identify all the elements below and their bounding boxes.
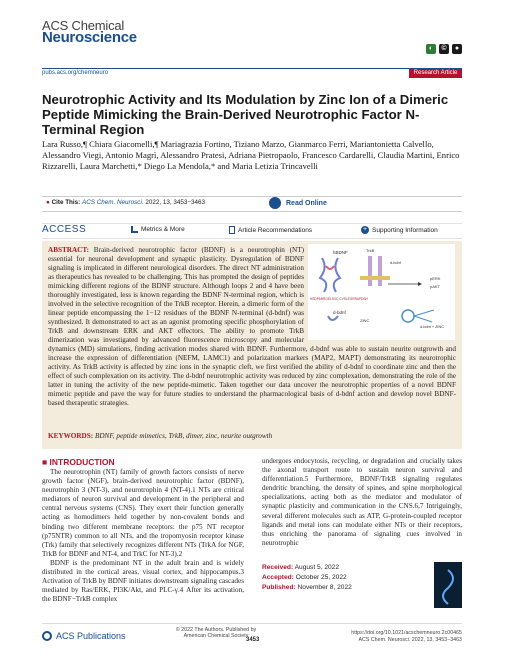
accepted-label: Accepted:	[262, 574, 294, 581]
footer-citation: ACS Chem. Neurosci. 2022, 13, 3453−3463	[358, 636, 462, 643]
intro-heading: ■ INTRODUCTION	[42, 457, 115, 467]
abstract-body: Brain-derived neurotrophic factor (BDNF) is a neurotrophin (NT) essential for neuronal development and synaptic plasticity. Dysregulation of BDNF signaling is implicated in different neurological disorders. The direct NT administration as therapeutics has revealed to be challenging. This has prompted the design of peptides mimicking different regions of the BDNF structure. Although loops 2 and 4 have been thoroughly investigated, less is known regarding the BDNF N-terminal region, which is involved in the selective recognition of the TrkB receptor. Herein, a dimeric form of the linear peptide encompassing the 1−12 residues of the BDNF N-terminal (d-bdnf) was synthesized. It demonstrated to act as an agonist promoting specific phosphorylation of TrkB and downstream ERK and AKT effectors. The ability to promote TrkB dimerization was investigated by advanced fluorescence microscopy and molecular dynamics (MD) simulations, finding activation modes shared with BDNF. Furthermore, d-bdnf was able to sustain neurite outgrowth and increase the expression of differentiation (NEFM, LAMC1) and polarization markers (MAP2, MAPT) demonstrating its neurotrophic activity. As TrkB activity is affected by zinc ions in the synaptic cleft, we first verified the ability of d-bdnf to coordinate zinc and then the effect of such complexation on its activity. The d-bdnf neurotrophic activity was reduced by zinc complexation, demonstrating the role of the latter in tuning the activity of the new peptide-mimetic. Taken together our data uncover the neurotrophic properties of a novel BDNF mimetic peptide and pave the way for future studies to understand the pharmacological basis of d-bdnf action and develop novel BDNF-based therapeutic strategies.	[48, 246, 456, 407]
article-title: Neurotrophic Activity and Its Modulation by Zinc Ion of a Dimeric Peptide Mimicking the Brain-Derived Neurotrophic Factor N-Terminal Region	[42, 92, 449, 137]
recommendations-label: Article Recommendations	[238, 226, 313, 234]
toc-zinc-label: ZINC	[360, 318, 370, 323]
plus-circle-icon: +	[362, 226, 368, 233]
cite-details: 2022, 13, 3453−3463	[145, 199, 206, 206]
accepted-date: October 25, 2022	[295, 574, 347, 581]
received-label: Received:	[262, 564, 294, 571]
acs-publications-label: ACS Publications	[56, 631, 126, 641]
supporting-info-button[interactable]	[361, 226, 438, 234]
toc-trkb-label: TrkB	[366, 248, 375, 253]
toc-hbdnf-label: hBDNF	[333, 250, 348, 255]
read-online-label: Read Online	[286, 199, 327, 207]
doi-block	[342, 630, 462, 643]
attribution-icon: ●	[452, 44, 462, 54]
copyright: © 2022 The Authors. Published by American Chemical Society	[175, 627, 257, 639]
access-label: ACCESS	[42, 224, 87, 235]
received-date: August 5, 2022	[294, 564, 339, 571]
journal-name: Neuroscience	[42, 29, 137, 46]
keywords-label: KEYWORDS:	[48, 432, 94, 440]
acs-logo-icon	[42, 631, 52, 641]
intro-column-2	[262, 457, 462, 548]
author-list: Lara Russo,¶ Chiara Giacomelli,¶ Mariagrazia Fortino, Tiziano Marzo, Gianmarco Ferri, Mariantonietta Calvello, Alessandro Viegi, Antonio Magrì, Alessandro Pratesi, Adriana Pietropaolo, Francesco Cardarelli, Claudia Martini, Enrico Rizzarelli, Laura Marchetti,* Diego La Mendola,* and Maria Letizia Trincavelli	[42, 139, 460, 171]
doi-link[interactable]: https://doi.org/10.1021/acschemneuro.2c00465	[351, 630, 462, 636]
cite-label: Cite This:	[51, 199, 81, 206]
toc-sequence: HSDPARRGELSVC-CVSLEGRRAPDSH	[310, 297, 368, 301]
abstract-text	[48, 246, 456, 408]
toc-dbdnf-small: d-bdnf	[390, 261, 401, 265]
page-number: 3453	[246, 637, 260, 643]
metrics-button[interactable]	[131, 226, 185, 233]
article-type-badge: Research Article	[409, 69, 462, 78]
published-date: November 8, 2022	[297, 584, 352, 591]
journal-cover-thumbnail	[434, 562, 462, 608]
access-badges	[426, 44, 462, 54]
cite-this: ● Cite This: ACS Chem. Neurosci. 2022, 13, 3453−3463	[46, 199, 206, 206]
intro-paragraph-3: undergoes endocytosis, recycling, or degradation and crucially takes the axonal transport route to sustain neuron survival and differentiation.5 Furthermore, BDNF/TrkB signaling regulates dendritic branching, the density of spines, and spine morphological specializations, acting both as the mediator and modulator of synaptic plasticity and communication in the CNS.6,7 Intriguingly, several different molecules such as ATP, G-protein-coupled receptor ligands and metal ions can modulate either NTs or their receptors, thus enriching the panorama of signaling cues involved in neurotrophic	[262, 457, 462, 547]
toc-dbdnf-label: d-bdnf	[333, 310, 346, 315]
toc-perk-label: pERK	[430, 276, 441, 281]
intro-paragraph-1: The neurotrophin (NT) family of growth factors consists of nerve growth factor (NGF), brain-derived neurotrophic factor (BDNF), neurotrophin 3 (NT-3), and neurotrophin 4 (NT-4).1 NTs are critical mediators of neuron survival and development in the peripheral and central nervous systems (CNS). They exert their function generally acting as homodimers held together by non-covalent bonds and binding two different membrane receptors: the p75 NT receptor (p75NTR) common to all NTs, and the tropomyosin receptor kinase (Trk) family that selectively recognizes different NTs (TrkA for NGF, TrkB for BDNF and NT-4, and TrkC for NT-3).2	[42, 468, 244, 558]
keywords	[48, 432, 272, 440]
intro-heading-text: INTRODUCTION	[49, 457, 115, 467]
publication-dates	[262, 563, 462, 611]
cover-art	[434, 562, 462, 608]
acs-publications-logo	[42, 631, 126, 641]
header-divider	[42, 68, 462, 69]
published-label: Published:	[262, 584, 296, 591]
toc-pakt-label: pAKT	[430, 284, 441, 289]
read-online-icon	[269, 197, 281, 209]
toc-float-spacer	[304, 246, 456, 344]
keywords-value: BDNF, peptide mimetics, TrkB, dimer, zinc, neurite outgrowth	[94, 432, 273, 440]
open-access-icon: ◐	[426, 44, 436, 54]
intro-column-1	[42, 468, 244, 604]
abstract-label: ABSTRACT:	[48, 246, 90, 254]
recommendations-button[interactable]	[229, 226, 312, 234]
intro-paragraph-2: BDNF is the predominant NT in the adult brain and is widely distributed in the cortical areas, visual cortex, and hippocampus.3 Activation of TrkB by BDNF initiates downstream signaling cascades mediated by Ras/ERK, PI3K/Akt, and PLC-γ.4 After its activation, the BDNF−TrkB complex	[42, 558, 244, 604]
cc-icon: ©	[439, 44, 449, 54]
metrics-label: Metrics & More	[141, 226, 185, 233]
document-icon	[229, 226, 235, 234]
toc-dbdnf-zinc-label: d-bdnf + ZINC	[420, 325, 444, 329]
journal-publisher: ACS Chemical	[42, 18, 125, 33]
read-online-button[interactable]	[269, 197, 327, 209]
supporting-info-label: Supporting Information	[372, 226, 438, 234]
footer-divider	[42, 623, 462, 624]
metrics-icon	[131, 226, 138, 233]
cite-reference-link[interactable]: ACS Chem. Neurosci.	[82, 199, 144, 206]
journal-url-link[interactable]: pubs.acs.org/chemneuro	[42, 70, 109, 76]
